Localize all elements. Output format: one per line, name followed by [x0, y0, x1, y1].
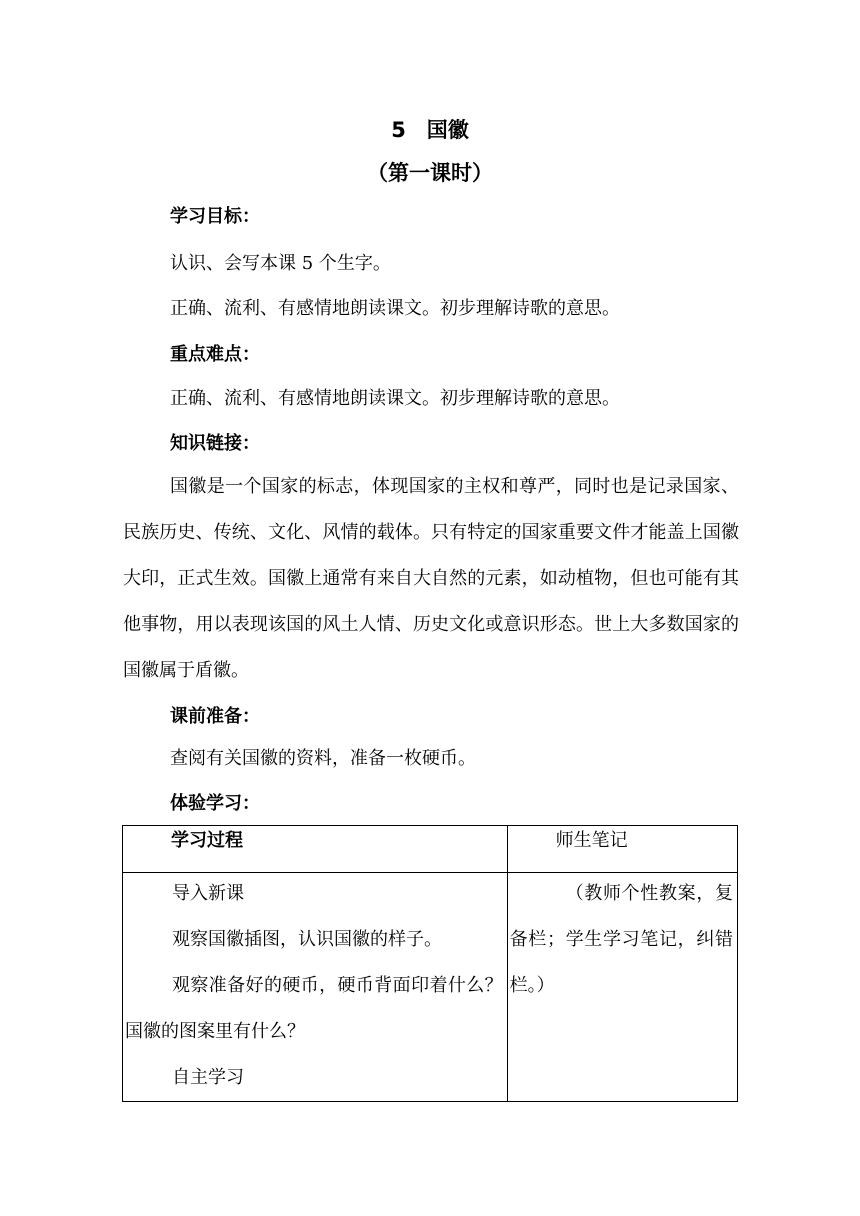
process-line: 自主学习	[172, 1067, 244, 1088]
lesson-title: 5 国徽	[391, 118, 469, 142]
knowledge-heading: 知识链接：	[170, 433, 260, 454]
goal-item-1: 认识、会写本课 5 个生字。	[170, 253, 391, 274]
process-line: 观察国徽插图，认识国徽的样子。	[172, 929, 442, 950]
preparation-text: 查阅有关国徽的资料，准备一枚硬币。	[170, 748, 476, 769]
key-points-heading: 重点难点：	[170, 344, 260, 365]
knowledge-paragraph: 国徽是一个国家的标志，体现国家的主权和尊严，同时也是记录国家、民族历史、传统、文化、风情的载体。只有特定的国家重要文件才能盖上国徽大印，正式生效。国徽上通常有来自大自然的元素，如动植物，但也可能有其他事物，用以表现该国的风土人情、历史文化或意识形态。世上大多数国家的国徽属于盾徽。	[123, 476, 739, 681]
process-cell	[123, 873, 508, 1102]
table-row	[123, 873, 738, 1102]
table-header-row	[123, 826, 738, 873]
goal-item-2: 正确、流利、有感情地朗读课文。初步理解诗歌的意思。	[170, 298, 620, 319]
learning-process-table	[122, 825, 738, 1102]
column-header-process: 学习过程	[123, 826, 508, 873]
process-line: 导入新课	[172, 883, 244, 904]
key-points-text: 正确、流利、有感情地朗读课文。初步理解诗歌的意思。	[170, 388, 620, 409]
goals-heading: 学习目标：	[170, 206, 260, 227]
preparation-heading: 课前准备：	[170, 706, 260, 727]
experience-heading: 体验学习：	[170, 793, 260, 814]
notes-cell	[507, 873, 737, 1102]
lesson-subtitle: （第一课时）	[367, 161, 493, 185]
column-header-notes: 师生笔记	[507, 826, 737, 873]
notes-text: （教师个性教案，复备栏；学生学习笔记，纠错栏。）	[509, 883, 733, 996]
process-line: 观察准备好的硬币，硬币背面印着什么？国徽的图案里有什么？	[125, 975, 503, 1042]
